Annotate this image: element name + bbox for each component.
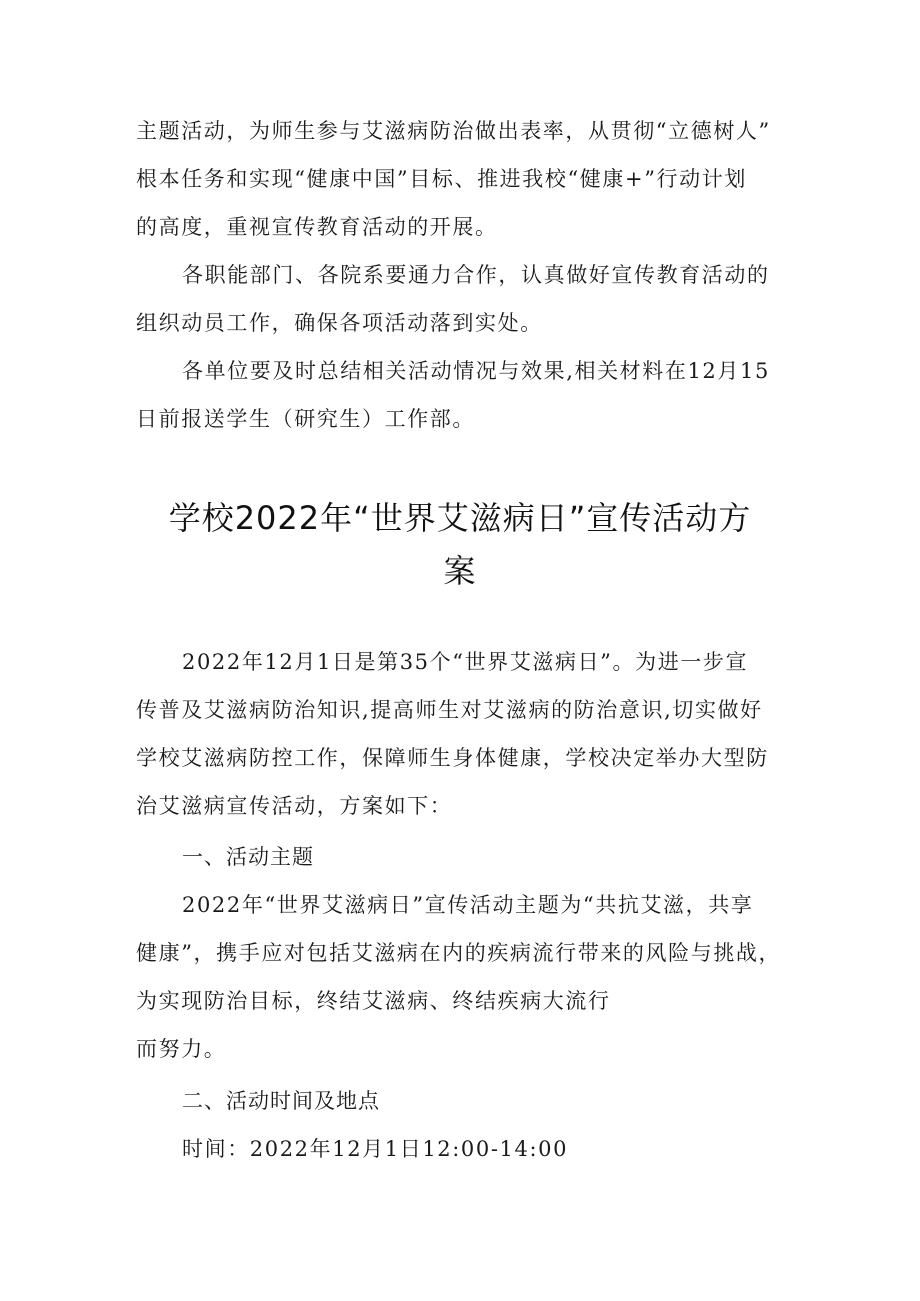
intro-paragraph	[136, 638, 790, 830]
document-title-line-1: 学校2022年“世界艾滋病日”宣传活动方	[168, 499, 752, 537]
paragraph-line: 治艾滋病宣传活动，方案如下：	[136, 794, 453, 818]
section-heading: 二、活动时间及地点	[182, 1089, 380, 1113]
time-line: 时间：2022年12月1日12:00-14:00	[182, 1137, 569, 1161]
paragraph-line: 2022年12月1日是第35个“世界艾滋病日”。为进一步宣	[182, 650, 749, 674]
section-2	[136, 1077, 790, 1173]
paragraph-line: 健康”，携手应对包括艾滋病在内的疾病流行带来的风险与挑战，	[136, 941, 782, 965]
document-title-line-2: 案	[443, 552, 477, 590]
paragraph-line: 主题活动，为师生参与艾滋病防治做出表率，从贯彻“立德树人”	[136, 119, 771, 143]
paragraph-line: 各单位要及时总结相关活动情况与效果,相关材料在12月15	[182, 359, 770, 383]
section-heading: 一、活动主题	[182, 845, 314, 869]
paragraph-line: 2022年“世界艾滋病日”宣传活动主题为“共抗艾滋，共享	[182, 893, 754, 917]
paragraph-line: 传普及艾滋病防治知识,提高师生对艾滋病的防治意识,切实做好	[136, 698, 763, 722]
paragraph-line: 日前报送学生（研究生）工作部。	[136, 407, 475, 431]
paragraph-line: 根本任务和实现“健康中国”目标、推进我校“健康+”行动计划	[136, 167, 747, 191]
paragraph-line: 为实现防治目标，终结艾滋病、终结疾病大流行	[136, 989, 611, 1013]
paragraph-line: 组织动员工作，确保各项活动落到实处。	[136, 311, 543, 335]
top-section	[136, 107, 790, 443]
paragraph-line: 各职能部门、各院系要通力合作，认真做好宣传教育活动的	[182, 263, 770, 287]
section-1	[136, 833, 790, 1073]
paragraph-line: 的高度，重视宣传教育活动的开展。	[136, 215, 498, 239]
paragraph-line: 而努力。	[136, 1037, 227, 1061]
paragraph-line: 学校艾滋病防控工作，保障师生身体健康，学校决定举办大型防	[136, 746, 769, 770]
